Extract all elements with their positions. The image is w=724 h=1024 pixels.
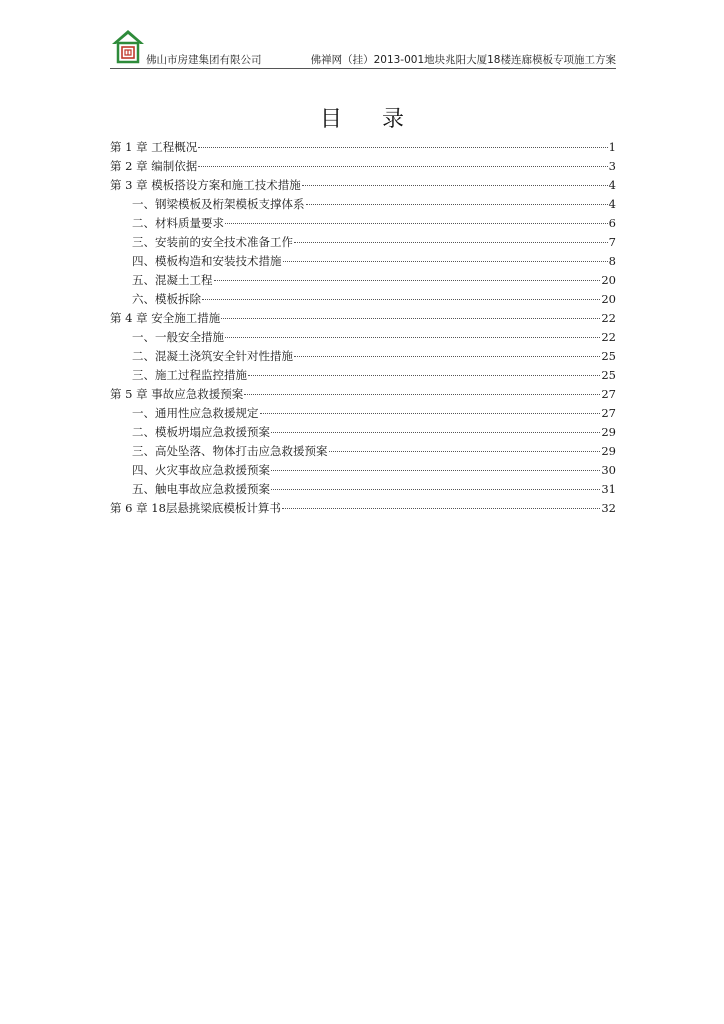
toc-section-entry[interactable] bbox=[110, 366, 616, 385]
toc-dot-leader bbox=[294, 241, 608, 243]
toc-section-entry[interactable] bbox=[110, 328, 616, 347]
toc-dot-leader bbox=[198, 146, 607, 148]
toc-page-number: 22 bbox=[601, 330, 616, 344]
toc-section-entry[interactable] bbox=[110, 195, 616, 214]
toc-entry-label: 四、火灾事故应急救援预案 bbox=[132, 463, 270, 477]
toc-page-number: 7 bbox=[608, 235, 616, 249]
toc-page-number: 4 bbox=[608, 178, 616, 192]
toc-entry-label: 六、模板拆除 bbox=[132, 292, 201, 306]
toc-page-number: 29 bbox=[601, 444, 616, 458]
toc-page-number: 27 bbox=[601, 387, 616, 401]
toc-page-number: 6 bbox=[608, 216, 616, 230]
toc-chapter-entry[interactable] bbox=[110, 176, 616, 195]
toc-entry-label: 一、通用性应急救援规定 bbox=[132, 406, 259, 420]
toc-section-entry[interactable] bbox=[110, 442, 616, 461]
toc-section-entry[interactable] bbox=[110, 480, 616, 499]
toc-chapter-entry[interactable] bbox=[110, 499, 616, 518]
toc-entry-label: 四、模板构造和安装技术措施 bbox=[132, 254, 282, 268]
toc-section-entry[interactable] bbox=[110, 423, 616, 442]
toc-page-number: 25 bbox=[601, 349, 616, 363]
toc-dot-leader bbox=[198, 165, 607, 167]
house-logo-icon bbox=[110, 28, 146, 64]
toc-entry-label: 三、高处坠落、物体打击应急救援预案 bbox=[132, 444, 328, 458]
toc-page-number: 29 bbox=[601, 425, 616, 439]
toc-chapter-entry[interactable] bbox=[110, 157, 616, 176]
toc-section-entry[interactable] bbox=[110, 214, 616, 233]
toc-entry-label: 第 4 章 安全施工措施 bbox=[110, 311, 221, 325]
toc-page-number: 20 bbox=[601, 273, 616, 287]
toc-dot-leader bbox=[271, 488, 600, 490]
toc-chapter-entry[interactable] bbox=[110, 138, 616, 157]
toc-dot-leader bbox=[225, 222, 608, 224]
toc-page-number: 4 bbox=[608, 197, 616, 211]
toc-entry-label: 第 6 章 18层悬挑梁底模板计算书 bbox=[110, 501, 281, 515]
toc-chapter-entry[interactable] bbox=[110, 385, 616, 404]
toc-page-number: 20 bbox=[601, 292, 616, 306]
page-header bbox=[110, 28, 616, 69]
toc-page-number: 22 bbox=[601, 311, 616, 325]
toc-entry-label: 一、一般安全措施 bbox=[132, 330, 224, 344]
toc-dot-leader bbox=[221, 317, 600, 319]
toc-dot-leader bbox=[329, 450, 601, 452]
toc-dot-leader bbox=[202, 298, 600, 300]
toc-page-number: 3 bbox=[608, 159, 616, 173]
toc-chapter-entry[interactable] bbox=[110, 309, 616, 328]
toc-page-number: 27 bbox=[601, 406, 616, 420]
toc-section-entry[interactable] bbox=[110, 404, 616, 423]
company-name: 佛山市房建集团有限公司 bbox=[146, 54, 262, 66]
toc-dot-leader bbox=[294, 355, 600, 357]
toc-section-entry[interactable] bbox=[110, 252, 616, 271]
toc-dot-leader bbox=[283, 260, 608, 262]
toc-entry-label: 第 2 章 编制依据 bbox=[110, 159, 198, 173]
toc-page-number: 25 bbox=[601, 368, 616, 382]
project-title: 佛禅网（挂）2013-001地块兆阳大厦18楼连廊模板专项施工方案 bbox=[310, 54, 616, 66]
toc-dot-leader bbox=[271, 469, 600, 471]
toc-entry-label: 第 5 章 事故应急救援预案 bbox=[110, 387, 244, 401]
toc-dot-leader bbox=[306, 203, 608, 205]
toc-entry-label: 三、安装前的安全技术准备工作 bbox=[132, 235, 293, 249]
toc-dot-leader bbox=[302, 184, 608, 186]
toc-entry-label: 二、模板坍塌应急救援预案 bbox=[132, 425, 270, 439]
page-title: 目录 bbox=[319, 107, 444, 132]
toc-dot-leader bbox=[214, 279, 601, 281]
toc-section-entry[interactable] bbox=[110, 461, 616, 480]
toc-page-number: 30 bbox=[601, 463, 616, 477]
toc-page-number: 1 bbox=[608, 140, 616, 154]
toc-section-entry[interactable] bbox=[110, 290, 616, 309]
toc-dot-leader bbox=[260, 412, 601, 414]
toc-entry-label: 三、施工过程监控措施 bbox=[132, 368, 247, 382]
table-of-contents bbox=[110, 138, 616, 518]
toc-dot-leader bbox=[282, 507, 600, 509]
toc-entry-label: 第 3 章 模板搭设方案和施工技术措施 bbox=[110, 178, 301, 192]
toc-page-number: 8 bbox=[608, 254, 616, 268]
toc-entry-label: 五、混凝土工程 bbox=[132, 273, 213, 287]
toc-section-entry[interactable] bbox=[110, 271, 616, 290]
toc-section-entry[interactable] bbox=[110, 347, 616, 366]
toc-dot-leader bbox=[248, 374, 600, 376]
toc-dot-leader bbox=[271, 431, 600, 433]
toc-page-number: 31 bbox=[601, 482, 616, 496]
toc-entry-label: 一、钢梁模板及桁架模板支撑体系 bbox=[132, 197, 305, 211]
toc-dot-leader bbox=[244, 393, 600, 395]
toc-dot-leader bbox=[225, 336, 600, 338]
toc-section-entry[interactable] bbox=[110, 233, 616, 252]
toc-entry-label: 第 1 章 工程概况 bbox=[110, 140, 198, 154]
toc-page-number: 32 bbox=[601, 501, 616, 515]
toc-entry-label: 二、混凝土浇筑安全针对性措施 bbox=[132, 349, 293, 363]
toc-entry-label: 二、材料质量要求 bbox=[132, 216, 224, 230]
toc-entry-label: 五、触电事故应急救援预案 bbox=[132, 482, 270, 496]
